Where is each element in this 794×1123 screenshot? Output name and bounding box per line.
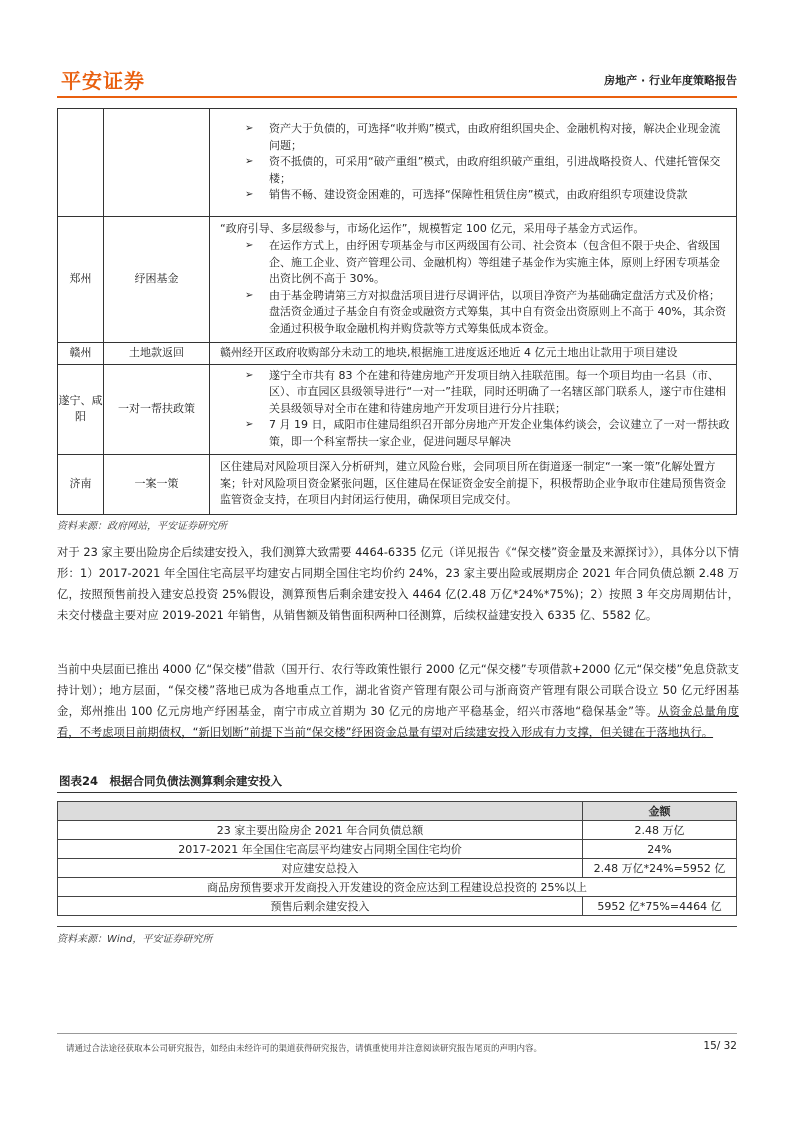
source-note: 资料来源：政府网站，平安证券研究所 — [57, 521, 227, 532]
figure-table — [57, 801, 737, 916]
bullet-text: 由于基金聘请第三方对拟盘活项目进行尽调评估，以项目净资产为基础确定盘活方式及价格；盘活资金通过子基金自有资金或融资方式筹集，其中自有资金出资原则上不高于 40%，其余资金通过积极争取金融机构并购贷款等方式筹集低成本资金。 — [269, 288, 726, 335]
table-row — [58, 897, 737, 916]
header-blank-cell — [58, 802, 583, 821]
label-cell: 23 家主要出险房企 2021 年合同负债总额 — [58, 821, 583, 840]
amount-cell: 2.48 万亿*24%=5952 亿 — [583, 859, 737, 878]
bullet-text: 遂宁全市共有 83 个在建和待建房地产开发项目纳入挂联范围。每一个项目均由一名县（市、区）、市直园区县级领导进行“一对一”挂联，同时还明确了一名辖区部门联系人，遂宁市住建相关县级领导对全市在建和待建房地产开发项目进行分片挂联； — [269, 368, 726, 415]
table-row — [58, 343, 737, 365]
body-paragraph — [57, 659, 739, 743]
page-header — [57, 60, 737, 100]
policy-cell: 纾困基金 — [104, 217, 210, 343]
description-cell — [210, 343, 737, 365]
paragraph-text: 当前中央层面已推出 4000 亿“保交楼”借款（国开行、农行等政策性银行 2000 亿元“保交楼”专项借款+2000 亿元“保交楼”免息贷款支持计划）；地方层面，“保交楼”落地已成为各地重点工作，湖北省资产管理有限公司与浙商资产管理有限公司联合设立 50 亿元纾困基金，郑州推出 100 亿元房地产纾困基金，南宁市成立首期为 30 亿元的房地产平稳基金，绍兴市落地“稳保基金”等。 — [57, 663, 739, 718]
bullet-item — [216, 154, 730, 187]
description-cell — [210, 454, 737, 514]
amount-cell: 2.48 万亿 — [583, 821, 737, 840]
policy-cell: 一对一帮扶政策 — [104, 364, 210, 454]
bullet-item — [216, 121, 730, 154]
policy-cell — [104, 109, 210, 217]
lead-text: 区住建局对风险项目深入分析研判，建立风险台账，会同项目所在街道逐一制定“一案一策”化解处置方案；针对风险项目资金紧张问题，区住建局在保证资金安全前提下，积极帮助企业争取市住建局预售资金监管资金支持，在项目内封闭运行使用，确保项目完成交付。 — [220, 460, 726, 507]
table-row — [58, 454, 737, 514]
body-paragraph: 对于 23 家主要出险房企后续建安投入，我们测算大致需要 4464-6335 亿元（详见报告《“保交楼”资金量及来源探讨》），具体分以下情形：1）2017-2021 年全国住宅高层平均建安占同期全国住宅均价约 24%，23 家主要出险或展期房企 2021 年合同负债总额 2.48 万亿，按照预售前投入建安总投资 25%假设，测算预售后剩余建安投入 4464 亿(2.48 万亿*24%*75%)；2）按照 3 年交房周期估计，未交付楼盘主要对应 2019-2021 年销售，从销售额及销售面积两种口径测算，后续权益建安投入 6335 亿、5582 亿。 — [57, 546, 739, 622]
amount-cell: 5952 亿*75%=4464 亿 — [583, 897, 737, 916]
arrow-bullet-icon: ➢ — [245, 156, 254, 168]
page-number: 15/ 32 — [703, 1040, 737, 1052]
table-row — [58, 840, 737, 859]
footer-divider — [57, 1033, 737, 1034]
table-row — [58, 821, 737, 840]
bullet-item — [216, 417, 730, 450]
figure-title: 图表24 根据合同负债法测算剩余建安投入 — [57, 773, 737, 793]
city-cell: 济南 — [58, 454, 104, 514]
label-cell: 对应建安总投入 — [58, 859, 583, 878]
city-cell: 赣州 — [58, 343, 104, 365]
description-cell — [210, 364, 737, 454]
city-cell — [58, 109, 104, 217]
header-divider — [57, 96, 737, 98]
arrow-bullet-icon: ➢ — [245, 189, 254, 201]
arrow-bullet-icon: ➢ — [245, 240, 254, 252]
bullet-text: 在运作方式上，由纾困专项基金与市区两级国有公司、社会资本（包含但不限于央企、省级国企、施工企业、资产管理公司、金融机构）等组建子基金作为实施主体，原则上纾困专项基金出资比例不高于 30%。 — [269, 239, 720, 286]
arrow-bullet-icon: ➢ — [245, 369, 254, 381]
arrow-bullet-icon: ➢ — [245, 123, 254, 135]
table-header-row — [58, 802, 737, 821]
bullet-item — [216, 368, 730, 418]
description-cell — [210, 217, 737, 343]
description-cell — [210, 109, 737, 217]
policy-table — [57, 108, 737, 515]
policy-cell: 一案一策 — [104, 454, 210, 514]
city-cell: 遂宁、咸阳 — [58, 364, 104, 454]
bullet-text: 销售不畅、建设资金困难的，可选择“保障性租赁住房”模式，由政府组织专项建设贷款 — [269, 188, 688, 202]
policy-cell: 土地款返回 — [104, 343, 210, 365]
merged-label-cell: 商品房预售要求开发商投入开发建设的资金应达到工程建设总投资的 25%以上 — [58, 878, 737, 897]
arrow-bullet-icon: ➢ — [245, 419, 254, 431]
label-cell: 预售后剩余建安投入 — [58, 897, 583, 916]
figure-divider — [57, 926, 737, 927]
brand-logo: 平安证券 — [61, 69, 145, 93]
underlined-conclusion: 从资金总量角度看，不考虑项目前期债权，“新旧划断”前提下当前“保交楼”纾困资金总量有望对后续建安投入形成有力支撑，但关键在于落地执行。 — [57, 705, 739, 739]
bullet-item — [216, 187, 730, 204]
table-row — [58, 109, 737, 217]
bullet-text: 资不抵债的，可采用“破产重组”模式，由政府组织破产重组，引进战略投资人、代建托管保交楼； — [269, 155, 721, 185]
city-cell: 郑州 — [58, 217, 104, 343]
amount-cell: 24% — [583, 840, 737, 859]
table-row — [58, 217, 737, 343]
table-row — [58, 859, 737, 878]
bullet-text: 资产大于负债的，可选择“收并购”模式，由政府组织国央企、金融机构对接，解决企业现金流问题； — [269, 122, 721, 152]
source-note: 资料来源：Wind，平安证券研究所 — [57, 934, 213, 945]
bullet-text: 7 月 19 日，咸阳市住建局组织召开部分房地产开发企业集体约谈会，会议建立了一对一帮扶政策，即一个科室帮扶一家企业，促进问题尽早解决 — [269, 418, 730, 448]
lead-text: “政府引导、多层级参与，市场化运作”，规模暂定 100 亿元，采用母子基金方式运作。 — [220, 222, 645, 236]
table-row — [58, 878, 737, 897]
table-row — [58, 364, 737, 454]
bullet-item — [216, 238, 730, 288]
arrow-bullet-icon: ➢ — [245, 289, 254, 301]
header-amount-cell: 金额 — [583, 802, 737, 821]
report-title: 房地产 · 行业年度策略报告 — [604, 74, 737, 87]
lead-text: 赣州经开区政府收购部分未动工的地块,根据施工进度返还地近 4 亿元土地出让款用于项目建设 — [220, 346, 678, 359]
bullet-item — [216, 288, 730, 338]
label-cell: 2017-2021 年全国住宅高层平均建安占同期全国住宅均价 — [58, 840, 583, 859]
footer-disclaimer: 请通过合法途径获取本公司研究报告，如经由未经许可的渠道获得研究报告，请慎重使用并注意阅读研究报告尾页的声明内容。 — [66, 1044, 543, 1054]
